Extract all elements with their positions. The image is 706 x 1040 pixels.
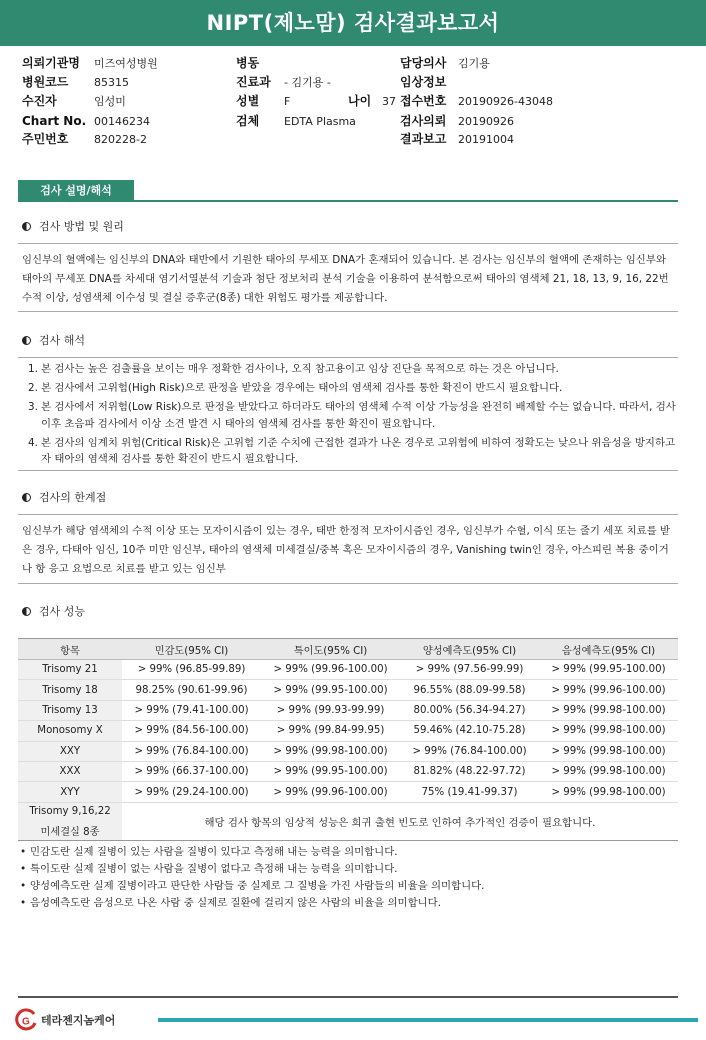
company-name: 테라젠지놈케어 <box>41 1014 116 1027</box>
limits-text: 임신부가 해당 염색체의 수적 이상 또는 모자이시즘이 있는 경우, 태반 한정적 모자이시즘인 경우, 임신부가 수혈, 이식 또는 줄기 세포 치료를 받은 경우, 다태아 임신, 10주 미만 임신부, 태아의 염색체 미세결실/중복 혹은 모자이시즘의 경우, Vanishing twin인 경우, 아스피린 복용 중이거나 항 응고 요법으로 치료를 받고 있는 임신부 <box>22 525 671 575</box>
table-cell: > 99% (29.24-100.00) <box>122 782 261 802</box>
table-cell: > 99% (99.98-100.00) <box>539 782 678 802</box>
collector-label: 수진자 <box>22 94 57 108</box>
table-cell: > 99% (99.98-100.00) <box>539 700 678 720</box>
table-cell: > 99% (76.84-100.00) <box>400 741 539 761</box>
table-cell: > 99% (99.96-100.00) <box>539 680 678 700</box>
request-value: 20190926 <box>458 115 514 128</box>
table-cell: 98.25% (90.61-99.96) <box>122 680 261 700</box>
list-item: • 음성예측도란 음성으로 나온 사람 중 실제로 질환에 걸리지 않은 사람의 비율을 의미합니다. <box>20 897 442 909</box>
ward-label: 병동 <box>236 56 260 70</box>
table-cell: > 99% (76.84-100.00) <box>122 741 261 761</box>
performance-heading-text: 검사 성능 <box>39 605 86 618</box>
hospital-code-label: 병원코드 <box>22 75 69 89</box>
table-cell: > 99% (96.85-99.89) <box>122 660 261 680</box>
logo-mark-icon <box>14 1008 38 1032</box>
definitions-list <box>20 844 680 912</box>
table-cell: > 99% (99.98-100.00) <box>539 721 678 741</box>
resident-value: 820228-2 <box>94 133 147 146</box>
row-label: 미세결실 8종 <box>18 821 122 840</box>
report-label: 결과보고 <box>400 132 447 146</box>
table-row <box>18 741 678 761</box>
table-cell: > 99% (99.96-100.00) <box>261 660 400 680</box>
row-label: Trisomy 13 <box>18 700 122 720</box>
clinical-label: 임상정보 <box>400 75 447 89</box>
divider <box>18 470 678 471</box>
table-cell: > 99% (99.98-100.00) <box>539 761 678 781</box>
report-title: NIPT(제노맘) 검사결과보고서 <box>0 0 706 46</box>
request-label: 검사의뢰 <box>400 114 447 128</box>
table-cell: 96.55% (88.09-99.58) <box>400 680 539 700</box>
column-header: 음성예측도(95% CI) <box>539 639 678 660</box>
performance-heading <box>22 604 85 620</box>
column-header: 양성예측도(95% CI) <box>400 639 539 660</box>
interpretation-list <box>28 361 678 470</box>
divider <box>18 311 678 312</box>
report-value: 20191004 <box>458 133 514 146</box>
footer-divider <box>18 996 678 998</box>
column-header: 특이도(95% CI) <box>261 639 400 660</box>
divider <box>18 357 678 358</box>
row-label: XXY <box>18 741 122 761</box>
limits-heading-text: 검사의 한계점 <box>39 491 107 504</box>
method-heading <box>22 219 124 235</box>
row-label: Trisomy 18 <box>18 680 122 700</box>
half-circle-icon <box>22 607 31 616</box>
table-cell: > 99% (99.93-99.99) <box>261 700 400 720</box>
interpretation-heading-text: 검사 해석 <box>39 334 86 347</box>
table-cell: > 99% (84.56-100.00) <box>122 721 261 741</box>
list-item: 3. 본 검사에서 저위험(Low Risk)으로 판정을 받았다고 하더라도 태아의 염색체 수적 이상 가능성을 완전히 배제할 수는 없습니다. 따라서, 검사 이후 초음파 검사에서 이상 소견 발견 시 태아의 염색체 검사를 통한 확진이 필요합니다. <box>28 401 676 430</box>
patient-info <box>22 54 692 150</box>
list-item: 1. 본 검사는 높은 검출률을 보이는 매우 정확한 검사이나, 오직 참고용이고 임상 진단을 목적으로 하는 것은 아닙니다. <box>28 363 559 375</box>
list-item: • 특이도란 실제 질병이 없는 사람을 질병이 없다고 측정해 내는 능력을 의미합니다. <box>20 863 398 875</box>
row-label: Trisomy 9,16,22 <box>18 802 122 821</box>
method-heading-text: 검사 방법 및 원리 <box>39 220 124 233</box>
table-cell: > 99% (99.98-100.00) <box>539 741 678 761</box>
dept-label: 진료과 <box>236 75 271 89</box>
performance-table <box>18 638 678 841</box>
half-circle-icon <box>22 493 31 502</box>
column-header: 항목 <box>18 639 122 660</box>
specimen-value: EDTA Plasma <box>284 115 356 128</box>
chart-value: 00146234 <box>94 115 150 128</box>
table-row <box>18 761 678 781</box>
divider <box>18 243 678 244</box>
age-label: 나이 <box>348 94 372 108</box>
sex-label: 성별 <box>236 94 260 108</box>
table-cell: > 99% (99.95-100.00) <box>261 761 400 781</box>
section-tab-description: 검사 설명/해석 <box>18 180 134 201</box>
institution-value: 미즈여성병원 <box>94 57 158 70</box>
performance-note: 해당 검사 항목의 임상적 성능은 희귀 출현 빈도로 인하여 추가적인 검증이 필요합니다. <box>122 802 678 840</box>
table-header-row <box>18 639 678 660</box>
half-circle-icon <box>22 336 31 345</box>
method-text: 임신부의 혈액에는 임신부의 DNA와 태반에서 기원한 태아의 무세포 DNA가 혼재되어 있습니다. 본 검사는 임신부의 혈액에 존재하는 임신부와 태아의 무세포 DNA를 차세대 염기서열분석 기술과 첨단 정보처리 분석 기술을 이용하여 분석함으로써 태아의 염색체 21, 18, 13, 9, 16, 22번 수적 이상, 성염색체 이수성 및 결실 증후군(8종) 대한 위험도 평가를 제공합니다. <box>22 254 669 304</box>
table-cell: 59.46% (42.10-75.28) <box>400 721 539 741</box>
specimen-label: 검체 <box>236 114 260 128</box>
table-cell: > 99% (99.96-100.00) <box>261 782 400 802</box>
resident-label: 주민번호 <box>22 132 69 146</box>
half-circle-icon <box>22 222 31 231</box>
doctor-value: 김기용 <box>458 57 490 70</box>
row-label: Trisomy 21 <box>18 660 122 680</box>
divider <box>18 583 678 584</box>
table-cell: 81.82% (48.22-97.72) <box>400 761 539 781</box>
age-value: 37 <box>382 95 396 108</box>
list-item: 2. 본 검사에서 고위험(High Risk)으로 판정을 받았을 경우에는 태아의 염색체 검사를 통한 확진이 반드시 필요합니다. <box>28 382 563 394</box>
receipt-value: 20190926-43048 <box>458 95 553 108</box>
list-item: 4. 본 검사의 임계치 위험(Critical Risk)은 고위험 기준 수치에 근접한 결과가 나온 경우로 고위험에 비하여 정확도는 낮으나 위음성을 방지하고자 태아의 염색체 검사를 통한 확진이 반드시 필요합니다. <box>28 436 676 465</box>
table-row <box>18 782 678 802</box>
table-cell: > 99% (79.41-100.00) <box>122 700 261 720</box>
footer-accent-bar <box>158 1018 698 1022</box>
hospital-code-value: 85315 <box>94 76 129 89</box>
limits-heading <box>22 490 106 506</box>
table-cell: > 99% (97.56-99.99) <box>400 660 539 680</box>
table-row <box>18 680 678 700</box>
table-row <box>18 802 678 821</box>
sex-value: F <box>284 95 291 108</box>
chart-label: Chart No. <box>22 114 87 128</box>
dept-value: - 김기용 - <box>284 76 331 89</box>
list-item: • 민감도란 실제 질병이 있는 사람을 질병이 있다고 측정해 내는 능력을 의미합니다. <box>20 846 398 858</box>
table-row <box>18 721 678 741</box>
doctor-label: 담당의사 <box>400 56 447 70</box>
interpretation-heading <box>22 333 85 349</box>
table-cell: > 99% (99.95-100.00) <box>539 660 678 680</box>
company-logo <box>14 1008 115 1032</box>
row-label: XYY <box>18 782 122 802</box>
table-cell: > 99% (66.37-100.00) <box>122 761 261 781</box>
divider <box>18 514 678 515</box>
institution-label: 의뢰기관명 <box>22 56 80 70</box>
table-cell: > 99% (99.95-100.00) <box>261 680 400 700</box>
table-cell: > 99% (99.98-100.00) <box>261 741 400 761</box>
table-cell: 75% (19.41-99.37) <box>400 782 539 802</box>
table-row <box>18 660 678 680</box>
row-label: XXX <box>18 761 122 781</box>
list-item: • 양성예측도란 실제 질병이라고 판단한 사람들 중 실제로 그 질병을 가진 사람들의 비율을 의미합니다. <box>20 880 485 892</box>
column-header: 민감도(95% CI) <box>122 639 261 660</box>
row-label: Monosomy X <box>18 721 122 741</box>
table-cell: > 99% (99.84-99.95) <box>261 721 400 741</box>
receipt-label: 접수번호 <box>400 94 447 108</box>
table-row <box>18 700 678 720</box>
table-cell: 80.00% (56.34-94.27) <box>400 700 539 720</box>
section-divider <box>18 200 678 202</box>
svg-text:G: G <box>22 1016 30 1028</box>
collector-value: 임성미 <box>94 95 126 108</box>
